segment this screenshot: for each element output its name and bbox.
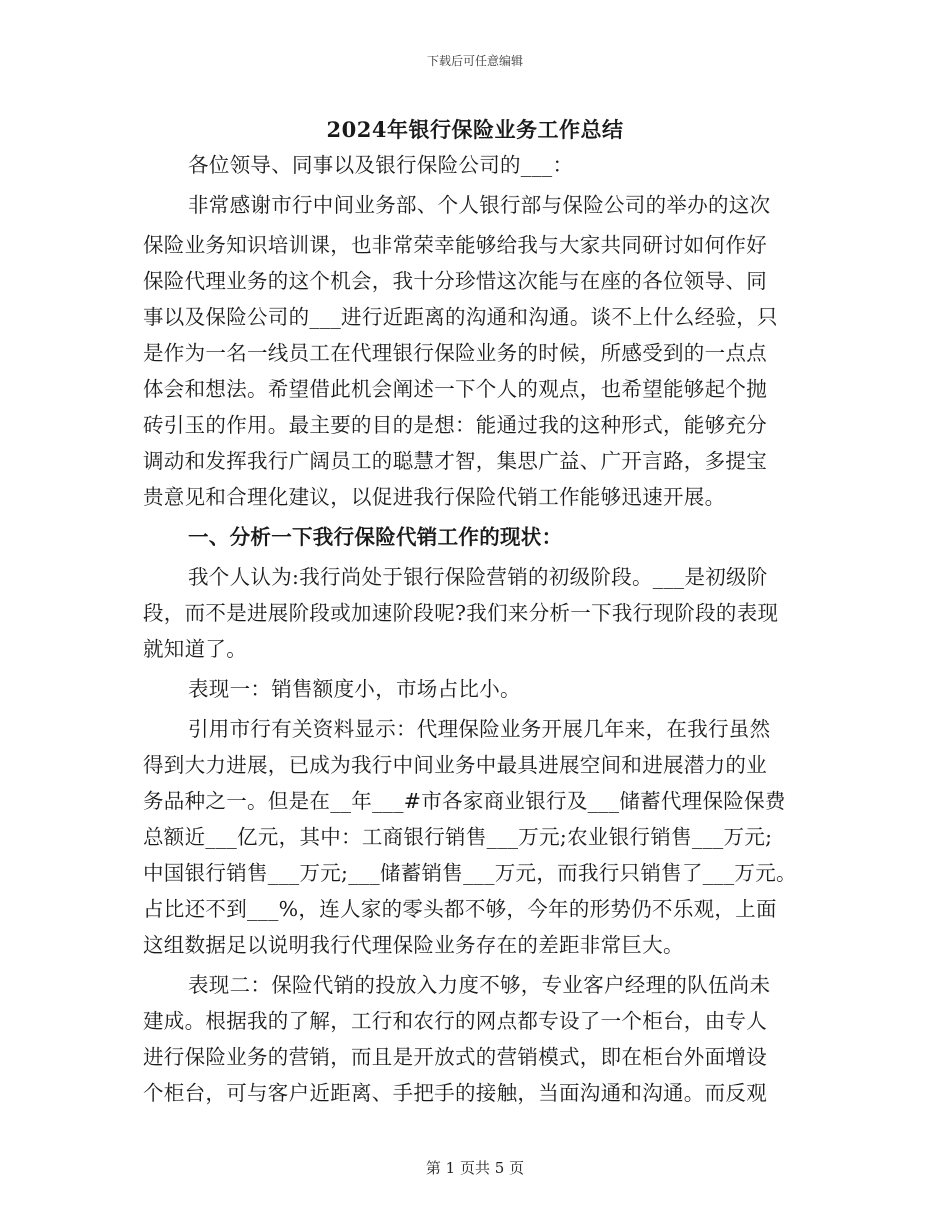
paragraph-line: 中国银行销售___万元;___储蓄销售___万元，而我行只销售了___万元。 <box>143 861 797 885</box>
paragraph-line: 表现二：保险代销的投放入力度不够，专业客户经理的队伍尚未 <box>188 973 771 997</box>
paragraph-line: 事以及保险公司的___进行近距离的沟通和沟通。谈不上什么经验，只 <box>143 305 778 329</box>
paragraph-line: 调动和发挥我行广阔员工的聪慧才智，集思广益、广开言路，多提宝 <box>143 449 767 473</box>
paragraph-line: 这组数据足以说明我行代理保险业务存在的差距非常巨大。 <box>143 933 684 957</box>
paragraph-line: 保险代理业务的这个机会，我十分珍惜这次能与在座的各位领导、同 <box>143 269 767 293</box>
paragraph-line: 占比还不到___%，连人家的零头都不够，今年的形势仍不乐观，上面 <box>143 897 777 921</box>
paragraph-line: 引用市行有关资料显示：代理保险业务开展几年来，在我行虽然 <box>188 717 771 741</box>
section-heading: 一、分析一下我行保险代销工作的现状： <box>188 525 563 549</box>
paragraph-line: 贵意见和合理化建议，以促进我行保险代销工作能够迅速开展。 <box>143 485 726 509</box>
paragraph-line: 进行保险业务的营销，而且是开放式的营销模式，即在柜台外面增设 <box>143 1045 767 1069</box>
paragraph-line: 总额近___亿元，其中：工商银行销售___万元;农业银行销售___万元; <box>143 825 773 849</box>
paragraph-line: 段，而不是进展阶段或加速阶段呢?我们来分析一下我行现阶段的表现 <box>143 601 779 625</box>
document-title: 2024年银行保险业务工作总结 <box>326 117 624 142</box>
page-number: 第 1 页共 5 页 <box>425 1159 525 1177</box>
paragraph-line: 我个人认为:我行尚处于银行保险营销的初级阶段。___是初级阶 <box>188 565 768 589</box>
paragraph-line: 保险业务知识培训课，也非常荣幸能够给我与大家共同研讨如何作好 <box>143 233 767 257</box>
salutation-line: 各位领导、同事以及银行保险公司的___： <box>188 153 574 177</box>
paragraph-line: 表现一：销售额度小，市场占比小。 <box>188 677 521 701</box>
paragraph-line: 得到大力进展，已成为我行中间业务中最具进展空间和进展潜力的业 <box>143 753 767 777</box>
paragraph-line: 非常感谢市行中间业务部、个人银行部与保险公司的举办的这次 <box>188 193 771 217</box>
paragraph-line: 是作为一名一线员工在代理银行保险业务的时候，所感受到的一点点 <box>143 341 767 365</box>
page-header-note: 下载后可任意编辑 <box>426 54 523 68</box>
paragraph-line: 体会和想法。希望借此机会阐述一下个人的观点，也希望能够起个抛 <box>143 377 767 401</box>
paragraph-line: 建成。根据我的了解，工行和农行的网点都专设了一个柜台，由专人 <box>143 1009 767 1033</box>
paragraph-line: 个柜台，可与客户近距离、手把手的接触，当面沟通和沟通。而反观 <box>143 1081 767 1105</box>
paragraph-line: 务品种之一。但是在__年___#市各家商业银行及___储蓄代理保险保费 <box>143 789 786 813</box>
paragraph-line: 砖引玉的作用。最主要的目的是想：能通过我的这种形式，能够充分 <box>143 413 767 437</box>
paragraph-line: 就知道了。 <box>143 637 247 661</box>
